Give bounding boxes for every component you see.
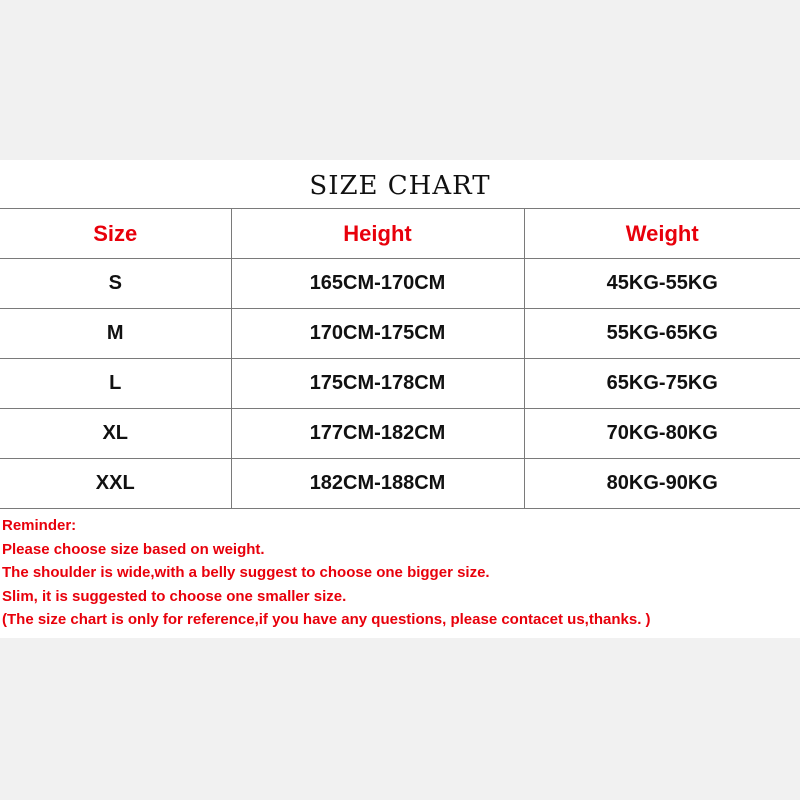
height-cell: 182CM-188CM bbox=[231, 459, 524, 509]
size-chart-sheet bbox=[0, 160, 800, 638]
header-weight: Weight bbox=[524, 209, 800, 259]
size-cell: L bbox=[0, 359, 231, 409]
size-cell: M bbox=[0, 309, 231, 359]
size-table bbox=[0, 208, 800, 509]
table-header-row bbox=[0, 209, 800, 259]
weight-cell: 55KG-65KG bbox=[524, 309, 800, 359]
height-cell: 165CM-170CM bbox=[231, 259, 524, 309]
weight-cell: 45KG-55KG bbox=[524, 259, 800, 309]
table-row bbox=[0, 359, 800, 409]
reminder-line: Slim, it is suggested to choose one smaller size. bbox=[2, 587, 347, 605]
size-cell: XL bbox=[0, 409, 231, 459]
table-row bbox=[0, 459, 800, 509]
size-cell: XXL bbox=[0, 459, 231, 509]
weight-cell: 65KG-75KG bbox=[524, 359, 800, 409]
reminder-heading: Reminder: bbox=[2, 517, 77, 534]
reminder-line: (The size chart is only for reference,if you have any questions, please contacet us,thanks. ) bbox=[2, 611, 651, 628]
reminder-line: The shoulder is wide,with a belly suggest to choose one bigger size. bbox=[2, 564, 490, 581]
reminder-line: Please choose size based on weight. bbox=[2, 540, 265, 558]
height-cell: 170CM-175CM bbox=[231, 309, 524, 359]
size-cell: S bbox=[0, 259, 231, 309]
header-height: Height bbox=[231, 209, 524, 259]
size-chart-title: SIZE CHART bbox=[309, 171, 491, 201]
weight-cell: 70KG-80KG bbox=[524, 409, 800, 459]
height-cell: 175CM-178CM bbox=[231, 359, 524, 409]
weight-cell: 80KG-90KG bbox=[524, 459, 800, 509]
height-cell: 177CM-182CM bbox=[231, 409, 524, 459]
table-row bbox=[0, 309, 800, 359]
table-row bbox=[0, 259, 800, 309]
reminder-notes bbox=[2, 514, 798, 632]
header-size: Size bbox=[0, 209, 231, 259]
table-row bbox=[0, 409, 800, 459]
